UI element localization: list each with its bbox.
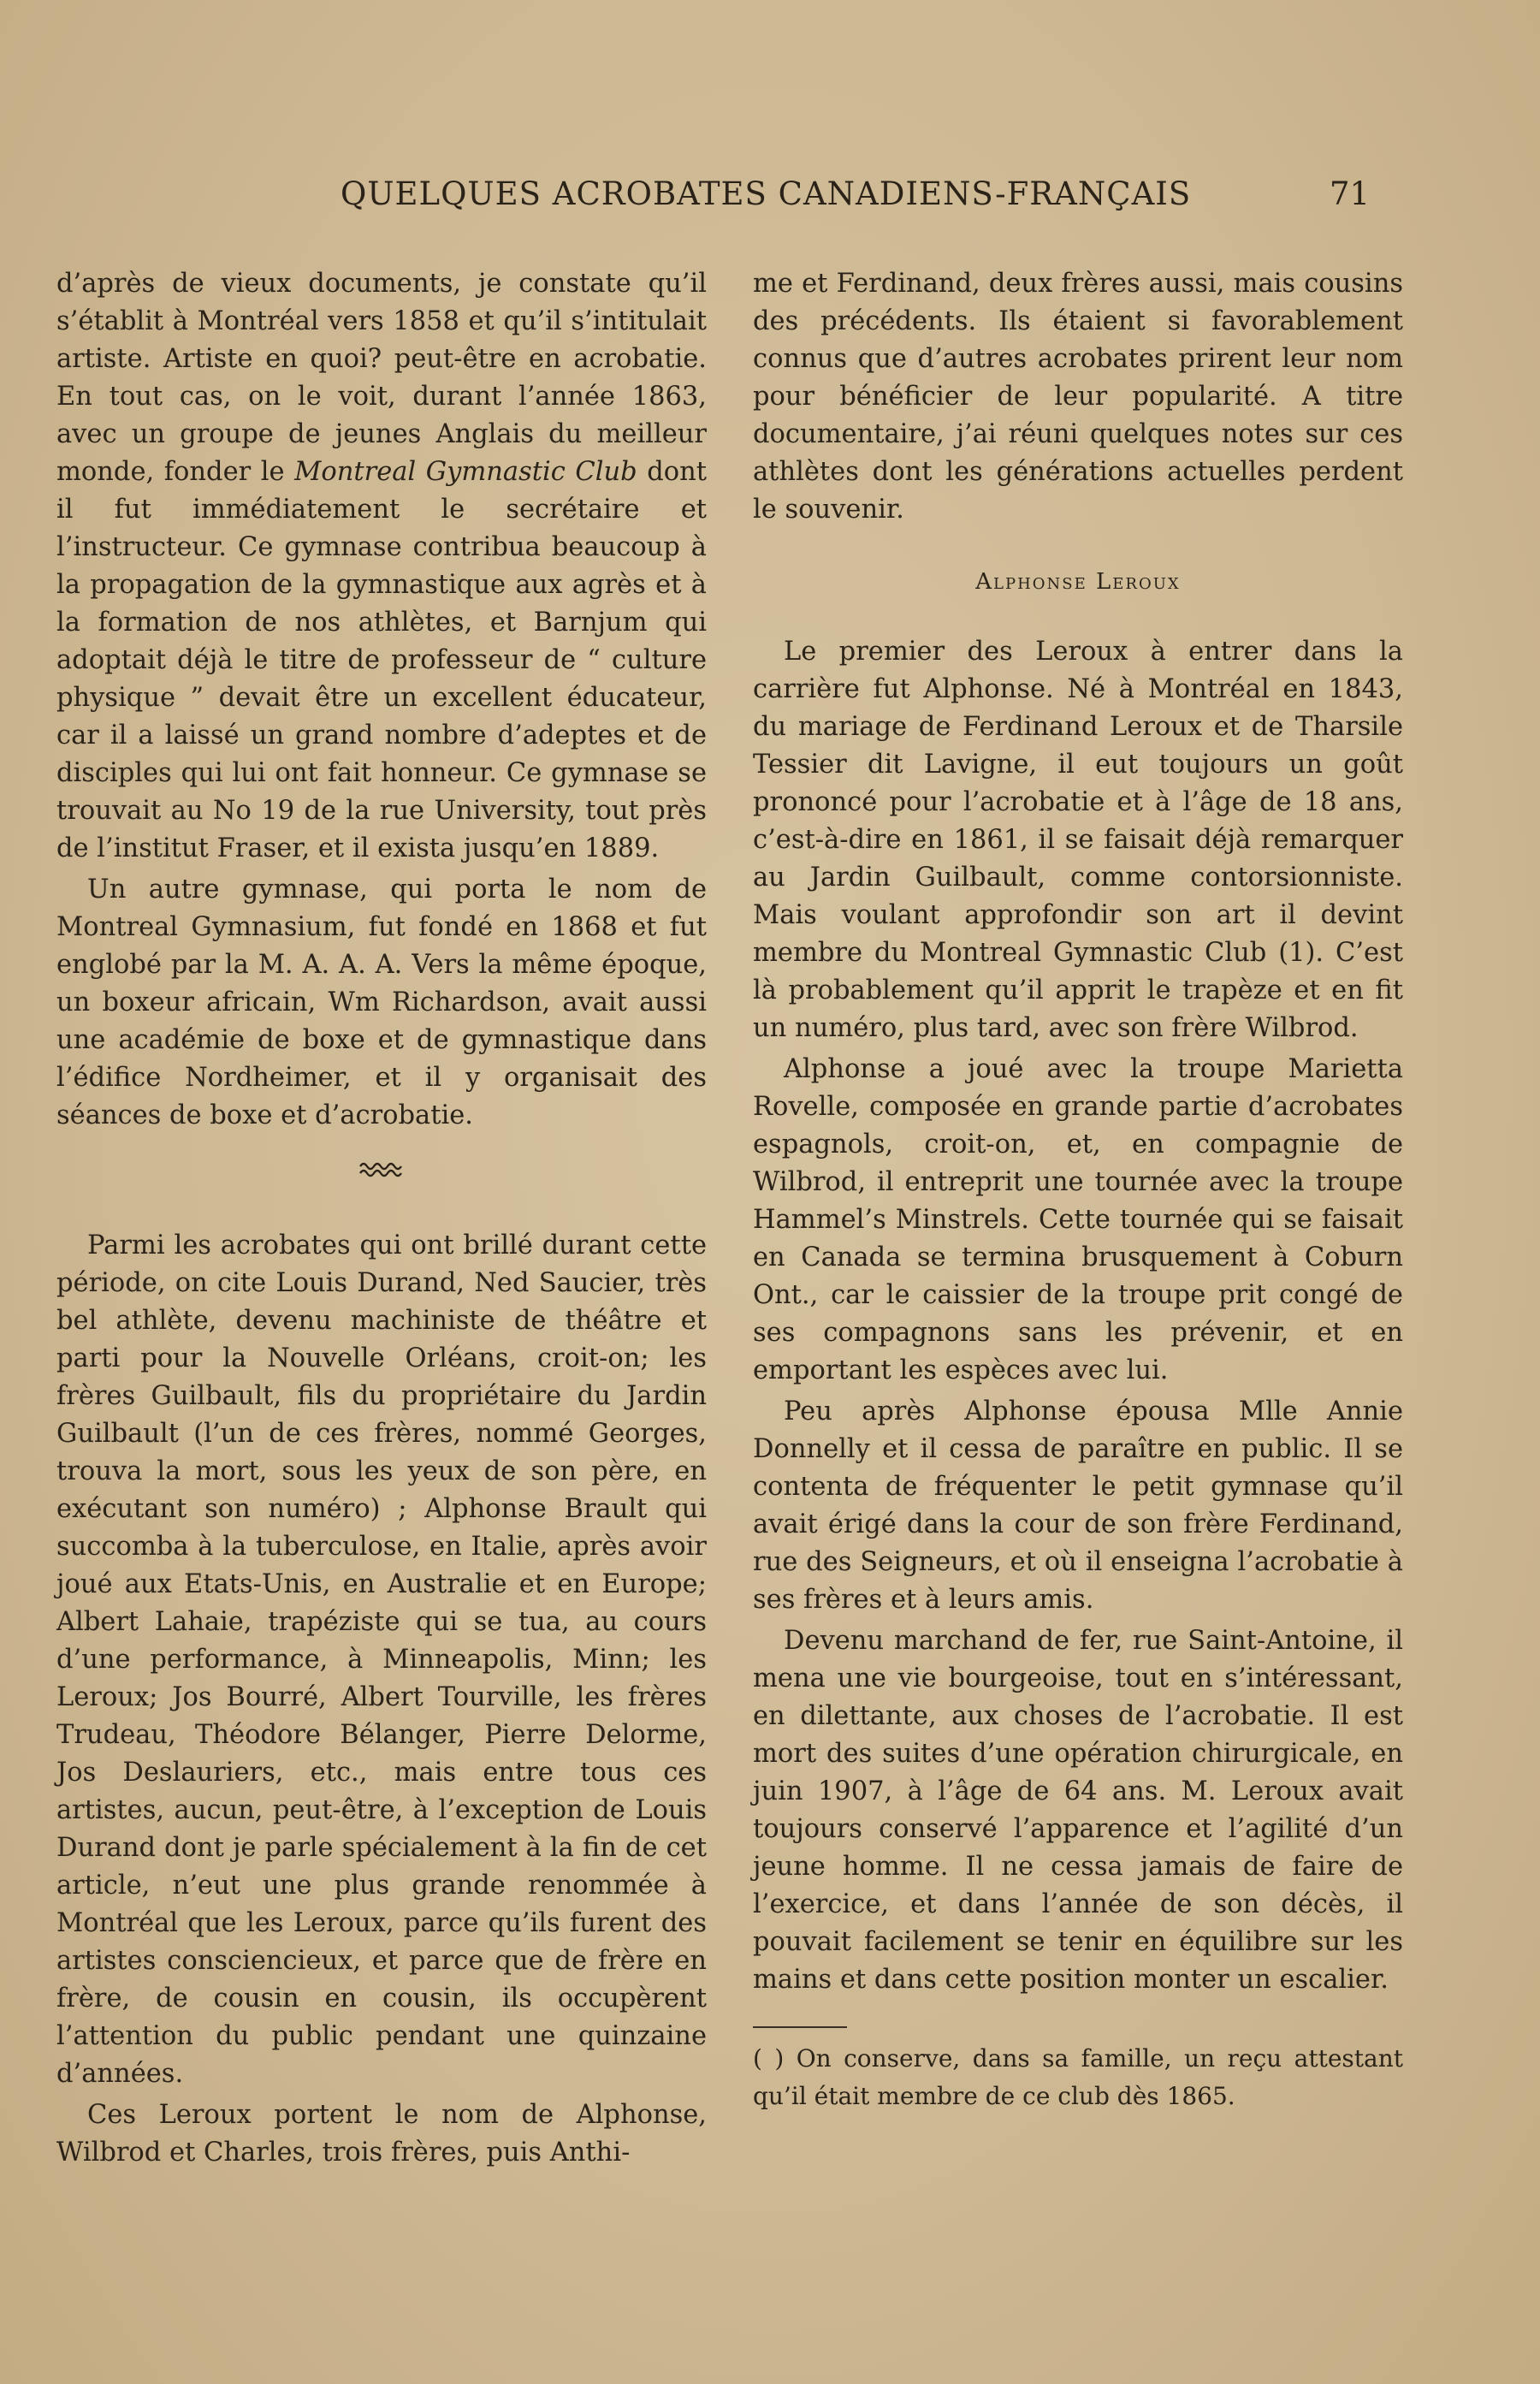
paragraph-text: dont il fut immédiatement le secrétaire et l’instructeur. Ce gymnase contribua beaucoup à la propagation de la gymnastique aux agrès et à la formation de nos athlètes, et Barnjum qui adoptait déjà le titre de professeur de “ culture physique ” devait être un excellent éducateur, car il a laissé un grand nombre d’adeptes et de disciples qui lui ont fait honneur. Ce gymnase se trouvait au No 19 de la rue University, tout près de l’institut Fraser, et il exista jusqu’en 1889. bbox=[56, 457, 707, 863]
paragraph: Parmi les acrobates qui ont brillé durant cette période, on cite Louis Durand, Ned Saucier, très bel athlète, devenu machiniste de théâtre et parti pour la Nouvelle Orléans, croit-on; les frères Guilbault, fils du propriétaire du Jardin Guilbault (l’un de ces frères, nommé Georges, trouva la mort, sous les yeux de son père, en exécutant son numéro) ; Alphonse Brault qui succomba à la tuberculose, en Italie, après avoir joué aux Etats-Unis, en Australie et en Europe; Albert Lahaie, trapéziste qui se tua, au cours d’une performance, à Minneapolis, Minn; les Leroux; Jos Bourré, Albert Tourville, les frères Trudeau, Théodore Bélanger, Pierre Delorme, Jos Deslauriers, etc., mais entre tous ces artistes, aucun, peut-être, à l’exception de Louis Durand dont je parle spécialement à la fin de cet article, n’eut une plus grande renommée à Montréal que les Leroux, parce qu’ils furent des artistes consciencieux, et parce que de frère en frère, de cousin en cousin, ils occupèrent l’attention du public pendant une quinzaine d’années. bbox=[56, 1231, 707, 2089]
club-name-italic: Montreal Gymnastic Club bbox=[294, 457, 637, 487]
paragraph-text: d’après de vieux documents, je constate qu’il s’établit à Montréal vers 1858 et qu’il s’intitulait artiste. Artiste en quoi? peut-être en acrobatie. En tout cas, on le voit, durant l’année 1863, avec un groupe de jeunes Anglais du meilleur monde, fonder le bbox=[56, 269, 707, 487]
footnote: ( ) On conserve, dans sa famille, un reçu attestant qu’il était membre de ce club dès 1865. bbox=[753, 2044, 1403, 2110]
paragraph: Un autre gymnase, qui porta le nom de Montreal Gymnasium, fut fondé en 1868 et fut englobé par la M. A. A. A. Vers la même époque, un boxeur africain, Wm Richardson, avait aussi une académie de boxe et de gymnastique dans l’édifice Nordheimer, et il y organisait des séances de boxe et d’acrobatie. bbox=[56, 875, 707, 1130]
paragraph bbox=[56, 265, 707, 868]
wavy-ornament-icon bbox=[56, 1153, 707, 1188]
page-header bbox=[0, 175, 1540, 227]
page-number: 71 bbox=[1330, 175, 1371, 212]
right-column bbox=[753, 265, 1403, 2115]
running-title: QUELQUES ACROBATES CANADIENS-FRANÇAIS bbox=[341, 175, 1192, 212]
section-heading: Alphonse Leroux bbox=[975, 569, 1181, 595]
paragraph: Ces Leroux portent le nom de Alphonse, Wilbrod et Charles, trois frères, puis Anthi- bbox=[56, 2100, 707, 2168]
paragraph: Peu après Alphonse épousa Mlle Annie Donnelly et il cessa de paraître en public. Il se contenta de fréquenter le petit gymnase qu’il avait érigé dans la cour de son frère Ferdinand, rue des Seigneurs, et où il enseigna l’acrobatie à ses frères et à leurs amis. bbox=[753, 1397, 1403, 1615]
paragraph: me et Ferdinand, deux frères aussi, mais cousins des précédents. Ils étaient si favorablement connus que d’autres acrobates prirent leur nom pour bénéficier de leur popularité. A titre documentaire, j’ai réuni quelques notes sur ces athlètes dont les générations actuelles perdent le souvenir. bbox=[753, 269, 1403, 525]
paragraph: Le premier des Leroux à entrer dans la carrière fut Alphonse. Né à Montréal en 1843, du mariage de Ferdinand Leroux et de Tharsile Tessier dit Lavigne, il eut toujours un goût prononcé pour l’acrobatie et à l’âge de 18 ans, c’est-à-dire en 1861, il se faisait déjà remarquer au Jardin Guilbault, comme contorsionniste. Mais voulant approfondir son art il devint membre du Montreal Gymnastic Club (1). C’est là probablement qu’il apprit le trapèze et en fit un numéro, plus tard, avec son frère Wilbrod. bbox=[753, 637, 1403, 1043]
left-column bbox=[56, 265, 707, 2172]
paragraph: Alphonse a joué avec la troupe Marietta Rovelle, composée en grande partie d’acrobates espagnols, croit-on, et, en compagnie de Wilbrod, il entreprit une tournée avec la troupe Hammel’s Minstrels. Cette tournée qui se faisait en Canada se termina brusquement à Coburn Ont., car le caissier de la troupe prit congé de ses compagnons sans les prévenir, et en emportant les espèces avec lui. bbox=[753, 1054, 1403, 1385]
paragraph: Devenu marchand de fer, rue Saint-Antoine, il mena une vie bourgeoise, tout en s’intéressant, en dilettante, aux choses de l’acrobatie. Il est mort des suites d’une opération chirurgicale, en juin 1907, à l’âge de 64 ans. M. Leroux avait toujours conservé l’apparence et l’agilité d’un jeune homme. Il ne cessa jamais de faire de l’exercice, et dans l’année de son décès, il pouvait facilement se tenir en équilibre sur les mains et dans cette position monter un escalier. bbox=[753, 1626, 1403, 1995]
footnote-divider bbox=[753, 2026, 847, 2028]
